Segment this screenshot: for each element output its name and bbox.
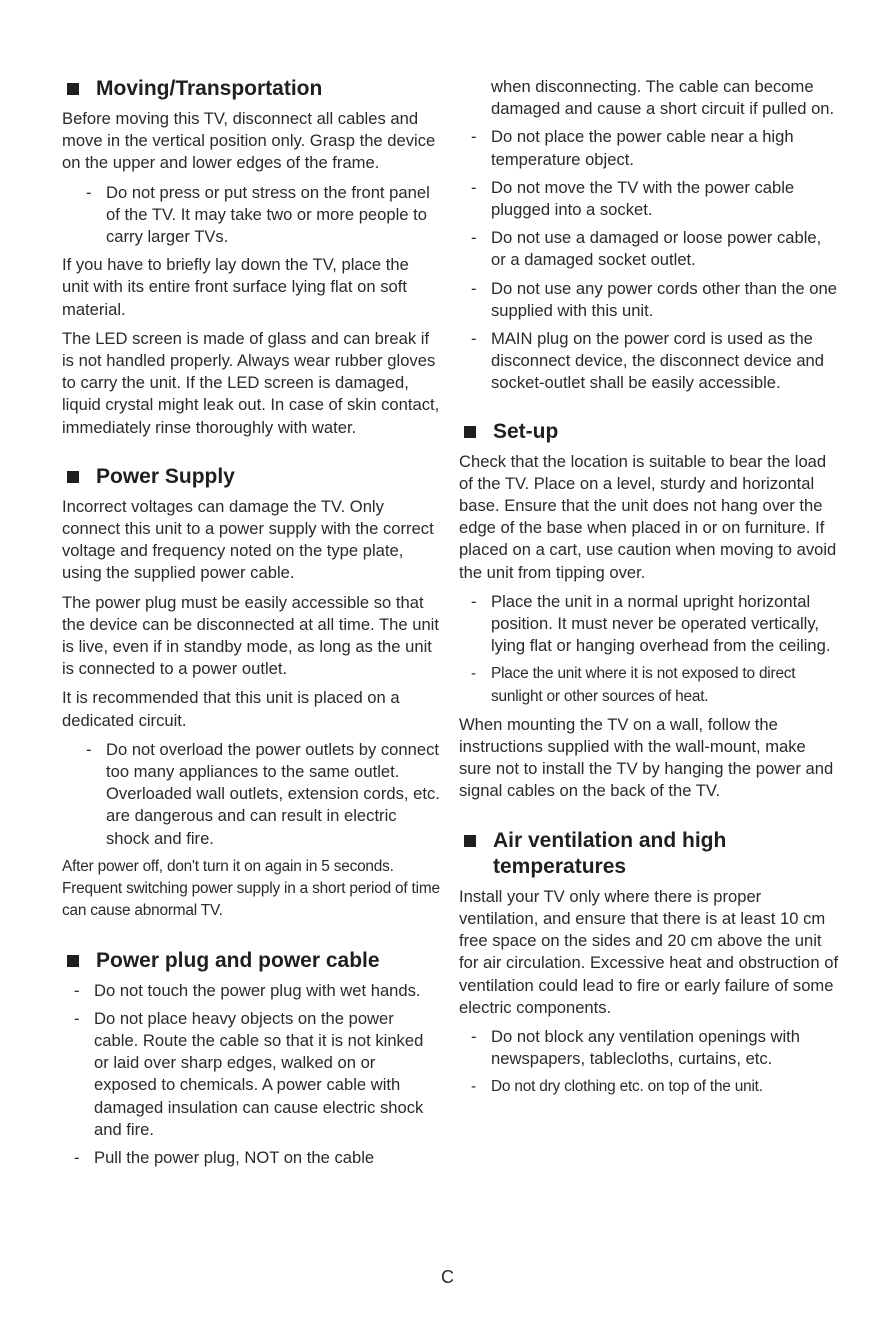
dash: - — [471, 228, 477, 248]
right-column — [459, 76, 839, 1105]
plug-cable-heading: Power plug and power cable — [62, 948, 440, 974]
setup-paragraph-1: Check that the location is suitable to bear the load of the TV. Place on a level, sturdy and horizontal base. Ensure that the unit does not hang over the edge of the base when placed in or on furniture. If placed on a cart, use caution when moving to avoid the unit from tipping over. — [459, 451, 837, 582]
power-supply-paragraph-2: The power plug must be easily accessible so that the device can be disconnected at all time. The unit is live, even if in standby mode, as long as the unit is connected to a power outlet. — [62, 592, 439, 679]
ventilation-bullet-1: - Do not block any ventilation openings with newspapers, tablecloths, curtains, etc. — [471, 1026, 801, 1069]
dash: - — [471, 127, 477, 147]
moving-paragraph-2: If you have to briefly lay down the TV, place the unit with its entire front surface lying flat on soft material. — [62, 255, 409, 319]
dash: - — [86, 739, 92, 759]
plug-cable-bullet-7: - Do not use any power cords other than the one supplied with this unit. — [471, 278, 837, 320]
plug-cable-bullet-8: - MAIN plug on the power cord is used as the disconnect device, the disconnect device and socket-outlet shall be easily accessible. — [471, 329, 825, 393]
power-supply-heading: Power Supply — [62, 464, 440, 490]
square-bullet-icon — [67, 83, 79, 95]
setup-paragraph-2: When mounting the TV on a wall, follow the instructions supplied with the wall-mount, make sure not to install the TV by hanging the power and signal cables on the back of the TV. — [459, 714, 834, 801]
dash: - — [471, 177, 477, 197]
plug-cable-bullet-3: - Pull the power plug, NOT on the cable — [62, 1147, 440, 1169]
dash: - — [471, 278, 477, 298]
page-number: C — [441, 1267, 454, 1287]
setup-bullet-2: - Place the unit where it is not exposed to direct sunlight or other sources of heat. — [471, 665, 796, 705]
dash: - — [471, 1026, 477, 1046]
ventilation-bullet-2: - Do not dry clothing etc. on top of the unit. — [459, 1076, 839, 1098]
square-bullet-icon — [67, 471, 79, 483]
dash: - — [74, 1008, 80, 1028]
left-column — [62, 76, 440, 1175]
moving-heading: Moving/Transportation — [62, 76, 440, 102]
power-supply-paragraph-3: It is recommended that this unit is placed on a dedicated circuit. — [62, 688, 400, 730]
moving-paragraph-3: The LED screen is made of glass and can break if is not handled properly. Always wear rubber gloves to carry the unit. If the LED screen is damaged, liquid crystal might leak out. In case of skin contact, immediately rinse thoroughly with water. — [62, 328, 440, 437]
moving-paragraph-1: Before moving this TV, disconnect all cables and move in the vertical position only. Grasp the device on the upper and lower edges of the frame. — [62, 109, 436, 173]
square-bullet-icon — [67, 955, 79, 967]
dash: - — [471, 665, 476, 683]
plug-cable-bullet-3-continued: when disconnecting. The cable can become damaged and cause a short circuit if pulled on. — [491, 77, 835, 119]
power-supply-bullet-1: - Do not overload the power outlets by connect too many appliances to the same outlet. Overloaded wall outlets, extension cords, etc. are dangerous and can result in electric shock and fire. — [86, 739, 440, 848]
power-supply-paragraph-1: Incorrect voltages can damage the TV. Only connect this unit to a power supply with the correct voltage and frequency noted on the type plate, using the supplied power cable. — [62, 496, 434, 583]
ventilation-heading: Air ventilation and high temperatures — [459, 828, 839, 880]
square-bullet-icon — [464, 426, 476, 438]
plug-cable-bullet-2: - Do not place heavy objects on the power cable. Route the cable so that it is not kinked or laid over sharp edges, walked on or exposed to chemicals. A power cable with damaged insulation can cause electric shock and fire. — [74, 1008, 424, 1139]
moving-bullet-1: - Do not press or put stress on the front panel of the TV. It may take two or more people to carry larger TVs. — [86, 182, 430, 247]
plug-cable-bullet-6: - Do not use a damaged or loose power cable, or a damaged socket outlet. — [471, 228, 822, 270]
dash: - — [471, 1078, 476, 1096]
dash: - — [471, 329, 477, 349]
square-bullet-icon — [464, 835, 476, 847]
ventilation-paragraph-1: Install your TV only where there is proper ventilation, and ensure that there is at least 10 cm free space on the sides and 20 cm above the unit for air circulation. Excessive heat and obstruction of ventilation could lead to fire or early failure of some electric components. — [459, 886, 839, 1017]
dash: - — [471, 591, 477, 611]
plug-cable-bullet-1: - Do not touch the power plug with wet hands. — [62, 980, 440, 1002]
dash: - — [74, 1147, 80, 1167]
setup-bullet-1: - Place the unit in a normal upright horizontal position. It must never be operated vertically, lying flat or hanging overhead from the ceiling. — [471, 591, 831, 656]
dash: - — [86, 182, 92, 202]
plug-cable-bullet-4: - Do not place the power cable near a high temperature object. — [471, 127, 794, 169]
setup-heading: Set-up — [459, 419, 839, 445]
plug-cable-bullet-5: - Do not move the TV with the power cable plugged into a socket. — [471, 177, 795, 220]
dash: - — [74, 980, 80, 1000]
power-supply-paragraph-4: After power off, don't turn it on again in 5 seconds. Frequent switching power supply in a short period of time can cause abnormal TV. — [62, 857, 440, 920]
